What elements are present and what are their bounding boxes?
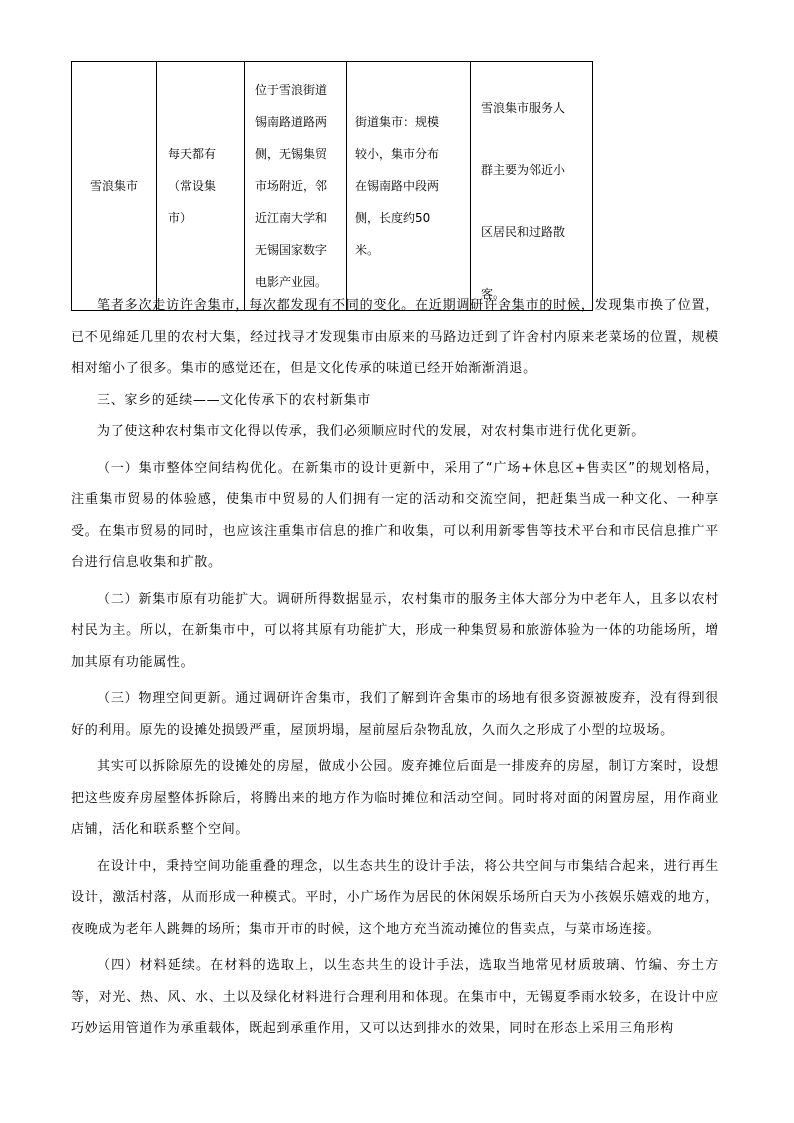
- scale-line: 街道集市：规模: [355, 115, 440, 129]
- paragraph: 其实可以拆除原先的设摊处的房屋，做成小公园。废弃摊位后面是一排废弃的房屋，制订方案时，设想把这些废弃房屋整体拆除后，将腾出来的地方作为临时摊位和活动空间。同时将对面的闲置房屋，用作商业店铺，活化和联系整个空间。: [71, 759, 719, 837]
- service-cell: [471, 62, 593, 311]
- frequency-line: （常设集: [168, 179, 217, 193]
- table-row: [72, 62, 593, 311]
- body-text: [71, 290, 719, 1045]
- frequency-cell: [157, 62, 245, 311]
- location-line: 近江南大学和: [255, 211, 328, 225]
- scale-line: 米。: [355, 243, 380, 257]
- service-line: 群主要为邻近小: [481, 163, 566, 177]
- scale-line: 较小，集市分布: [355, 147, 440, 161]
- service-line: 区居民和过路散: [481, 225, 566, 239]
- service-line: 客。: [481, 287, 506, 301]
- paragraph: （三）物理空间更新。通过调研许舍集市，我们了解到许舍集市的场地有很多资源被废弃，没有得到很好的利用。原先的设摊处损毁严重，屋顶坍塌，屋前屋后杂物乱放，久而久之形成了小型的垃圾场。: [71, 691, 719, 738]
- scale-line: 侧，长度约50: [355, 211, 431, 225]
- location-line: 侧，无锡集贸: [255, 147, 328, 161]
- frequency-line: 市）: [168, 211, 193, 225]
- location-line: 电影产业园。: [255, 275, 328, 289]
- paragraph: 为了使这种农村集市文化得以传承，我们必须顺应时代的发展，对农村集市进行优化更新。: [97, 424, 646, 439]
- section-heading: 三、家乡的延续——文化传承下的农村新集市: [97, 392, 372, 408]
- paragraph: （一）集市整体空间结构优化。在新集市的设计更新中，采用了“广场+休息区+售卖区”的规划格局，注重集市贸易的体验感，使集市中贸易的人们拥有一定的活动和交流空间，把赶集当成一种文化、一种享受。在集市贸易的同时，也应该注重集市信息的推广和收集，可以利用新零售等技术平台和市民信息推广平台进行信息收集和扩散。: [71, 460, 719, 570]
- paragraph: （二）新集市原有功能扩大。调研所得数据显示，农村集市的服务主体大部分为中老年人，且多以农村村民为主。所以，在新集市中，可以将其原有功能扩大，形成一种集贸易和旅游体验为一体的功能场所，增加其原有功能属性。: [71, 591, 719, 670]
- location-cell: [245, 62, 347, 311]
- market-name-cell: [72, 62, 157, 311]
- scale-line: 在锡南路中段两: [355, 179, 440, 193]
- location-line: 锡南路道路两: [255, 115, 328, 129]
- market-table: [71, 61, 593, 311]
- frequency-line: 每天都有: [168, 147, 217, 161]
- market-name: 雪浪集市: [89, 179, 138, 193]
- scale-cell: [347, 62, 471, 311]
- paragraph: （四）材料延续。在材料的选取上，以生态共生的设计手法，选取当地常见材质玻璃、竹编、夯土方等，对光、热、风、水、土以及绿化材料进行合理利用和体现。在集市中，无锡夏季雨水较多，在设计中应巧妙运用管道作为承重载体，既起到承重作用，又可以达到排水的效果，同时在形态上采用三角形构: [71, 958, 719, 1036]
- paragraph: 在设计中，秉持空间功能重叠的理念，以生态共生的设计手法，将公共空间与市集结合起来，进行再生设计，激活村落，从而形成一种模式。平时，小广场作为居民的休闲娱乐场所白天为小孩娱乐嬉戏的地方，夜晚成为老年人跳舞的场所；集市开市的时候，这个地方充当流动摊位的售卖点，与菜市场连接。: [71, 858, 719, 937]
- location-line: 市场附近，邻: [255, 179, 328, 193]
- service-line: 雪浪集市服务人: [481, 101, 566, 115]
- paragraph: 笔者多次走访许舍集市，每次都发现有不同的变化。在近期调研许舍集市的时候，发现集市换了位置，已不见绵延几里的农村大集，经过找寻才发现集市由原来的马路边迁到了许舍村内原来老菜场的位置，规模相对缩小了很多。集市的感觉还在，但是文化传承的味道已经开始渐渐消退。: [71, 298, 719, 376]
- location-line: 无锡国家数字: [255, 243, 328, 257]
- location-line: 位于雪浪街道: [255, 83, 328, 97]
